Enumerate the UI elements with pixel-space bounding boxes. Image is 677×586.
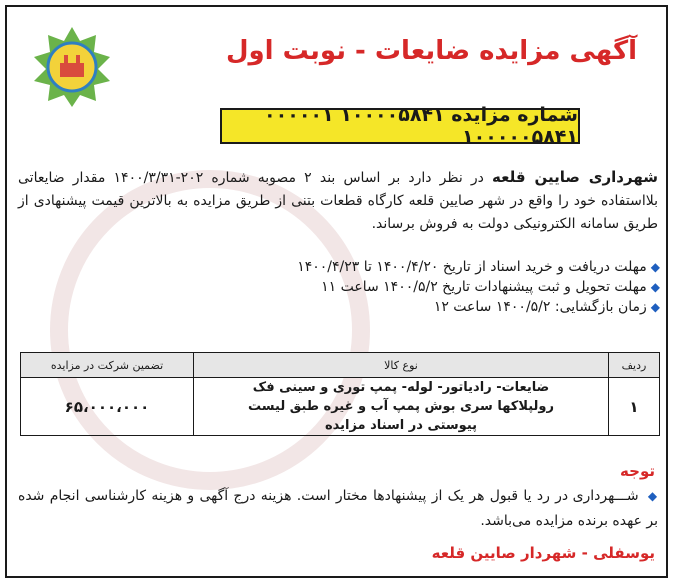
cell-item: ضایعات- رادیاتور- لوله- پمپ توری و سینی فک رولپلاکها سری بوش پمپ آب و غیره طبق لیست پیوستی در اسناد مزایده [194, 378, 609, 436]
intro-municipality: شهرداری صایین قلعه [492, 168, 658, 186]
note-title: توجه [620, 462, 655, 480]
intro-body: در نظر دارد بر اساس بند ۲ مصوبه شماره ۲۰۲-۱۴۰۰/۳/۳۱ مقدار ضایعاتی بلااستفاده خود را واقع در شهر صایین قلعه کارگاه قطعات بتنی از طریق مزایده به بالاترین قیمت پیشنهادی از طریق سامانه الکترونیکی دولت به فروش برساند. [18, 170, 658, 232]
header-index: ردیف [609, 353, 660, 378]
cell-guarantee: ۶۵،۰۰۰،۰۰۰ [21, 378, 194, 436]
bullet-icon: ◆ [650, 260, 660, 274]
notice-title: آگهی مزایده ضایعات - نوبت اول [225, 36, 637, 66]
schedule-list [140, 257, 660, 317]
intro-paragraph [18, 166, 658, 236]
list-item: ◆ مهلت تحویل و ثبت پیشنهادات تاریخ ۱۴۰۰/۵/۲ ساعت ۱۱ [321, 279, 660, 295]
note-body: شـــهرداری در رد یا قبول هر یک از پیشنهادها مختار است. هزینه درج آگهی و هزینه کارشناسی انجام شده بر عهده برنده مزایده می‌باشد. [18, 488, 658, 529]
list-item: ◆ مهلت دریافت و خرید اسناد از تاریخ ۱۴۰۰/۴/۲۰ تا ۱۴۰۰/۴/۲۳ [297, 259, 660, 275]
bullet-icon: ◆ [650, 280, 660, 294]
bullet-icon: ◆ [650, 300, 660, 314]
header-item: نوع کالا [194, 353, 609, 378]
signature: یوسفلی - شهردار صایین قلعه [431, 544, 655, 562]
table-row [21, 378, 660, 436]
table-header-row [21, 353, 660, 378]
items-table [20, 352, 660, 436]
list-item: ◆ زمان بازگشایی: ۱۴۰۰/۵/۲ ساعت ۱۲ [433, 299, 660, 315]
header-guarantee: تضمین شرکت در مزایده [21, 353, 194, 378]
tender-number-box [220, 104, 580, 148]
bullet-icon: ◆ [647, 489, 658, 503]
tender-number: شماره مزایده ۱۰۰۰۰۵۸۴۱ ۰۰۰۰۰۱ ۱۰۰۰۰۰۵۸۴۱ [264, 104, 578, 148]
cell-index: ۱ [609, 378, 660, 436]
municipality-logo-icon [30, 25, 114, 109]
note-paragraph [18, 484, 658, 534]
